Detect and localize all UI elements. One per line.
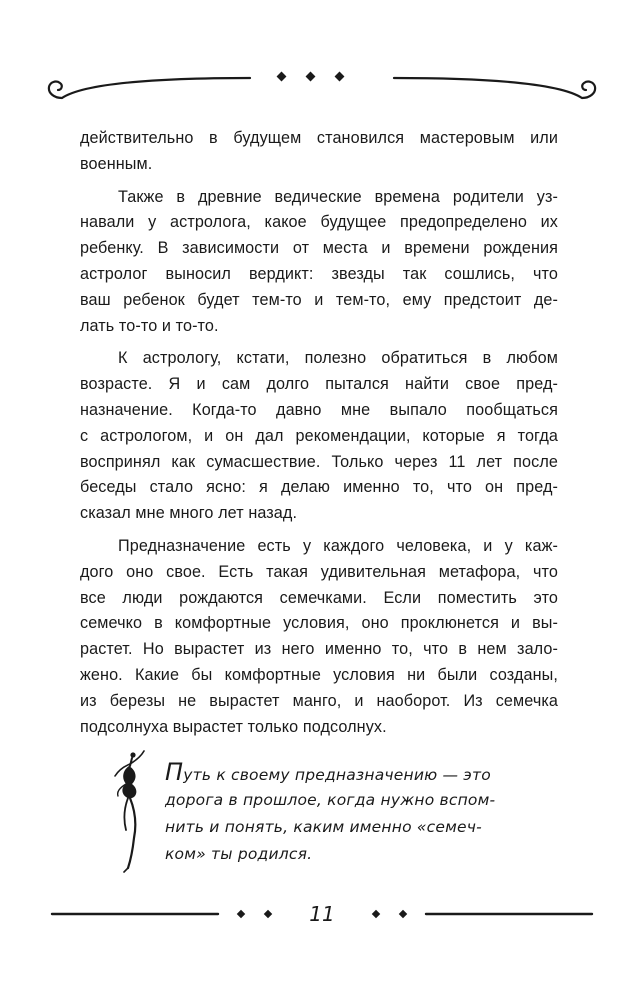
quote-line-1: уть к своему предназначению — это (183, 766, 491, 784)
pull-quote (110, 748, 540, 878)
text-line: военным. (80, 154, 153, 173)
text-line: назначение. Когда-то давно мне выпало пообщаться (80, 400, 558, 419)
text-line: беседы стало ясно: я делаю именно то, что он пред- (80, 478, 558, 497)
quote-line-2: дорога в прошлое, когда нужно вспом- (165, 791, 496, 809)
quote-initial: П (165, 758, 184, 786)
text-line: растет. Но вырастет из него именно то, что в нем зало- (80, 640, 558, 659)
text-line: лать то-то и то-то. (80, 316, 219, 335)
text-line: Предназначение есть у каждого человека, и у каж- (118, 536, 558, 555)
text-line: Также в древние ведические времена родители уз- (118, 187, 558, 206)
top-diamond-center (306, 72, 316, 82)
top-diamond-right (335, 72, 345, 82)
text-line: жено. Какие бы комфортные условия ни были созданы, (80, 665, 558, 684)
top-ornament (0, 62, 644, 106)
bottom-diamond (237, 910, 245, 918)
paragraph-1 (80, 126, 558, 178)
text-line: навали у астролога, какое будущее предопределено их (80, 213, 558, 232)
paragraph-2 (80, 185, 558, 340)
text-line: из березы не вырастет манго, и наоборот. Из семечка (80, 691, 558, 710)
quote-line-3: нить и понять, каким именно «семеч- (165, 818, 482, 836)
text-line: семечко в комфортные условия, оно проклюнется и вы- (80, 614, 558, 633)
quote-text (165, 760, 545, 868)
quote-line-4: ком» ты родился. (165, 845, 313, 863)
text-line: подсолнуха вырастет только подсолнух. (80, 717, 387, 736)
top-left-scroll (49, 78, 250, 98)
paragraph-4 (80, 534, 558, 740)
text-line: возрасте. Я и сам долго пытался найти свое пред- (80, 375, 558, 394)
dancer-figure-icon (110, 748, 152, 874)
text-line: воспринял как сумасшествие. Только через 11 лет после (80, 452, 558, 471)
text-line: сказал мне много лет назад. (80, 504, 298, 523)
top-right-scroll (394, 78, 595, 98)
bottom-diamond (399, 910, 407, 918)
text-line: все люди рождаются семечками. Если поместить это (80, 588, 558, 607)
text-line: К астрологу, кстати, полезно обратиться в любом (118, 349, 558, 368)
bottom-diamond (372, 910, 380, 918)
body-text (80, 126, 558, 740)
page-number: 11 (309, 902, 335, 926)
bottom-diamond (264, 910, 272, 918)
text-line: ваш ребенок будет тем-то и тем-то, ему предстоит де- (80, 290, 558, 309)
text-line: дого оно свое. Есть такая удивительная метафора, что (80, 562, 558, 581)
text-line: астролог выносил вердикт: звезды так сошлись, что (80, 264, 558, 283)
top-diamond-left (277, 72, 287, 82)
text-line: действительно в будущем становился мастеровым или (80, 129, 558, 147)
paragraph-3 (80, 346, 558, 527)
text-line: с астрологом, и он дал рекомендации, которые я тогда (80, 426, 558, 445)
text-line: ребенку. В зависимости от места и времени рождения (80, 239, 558, 258)
